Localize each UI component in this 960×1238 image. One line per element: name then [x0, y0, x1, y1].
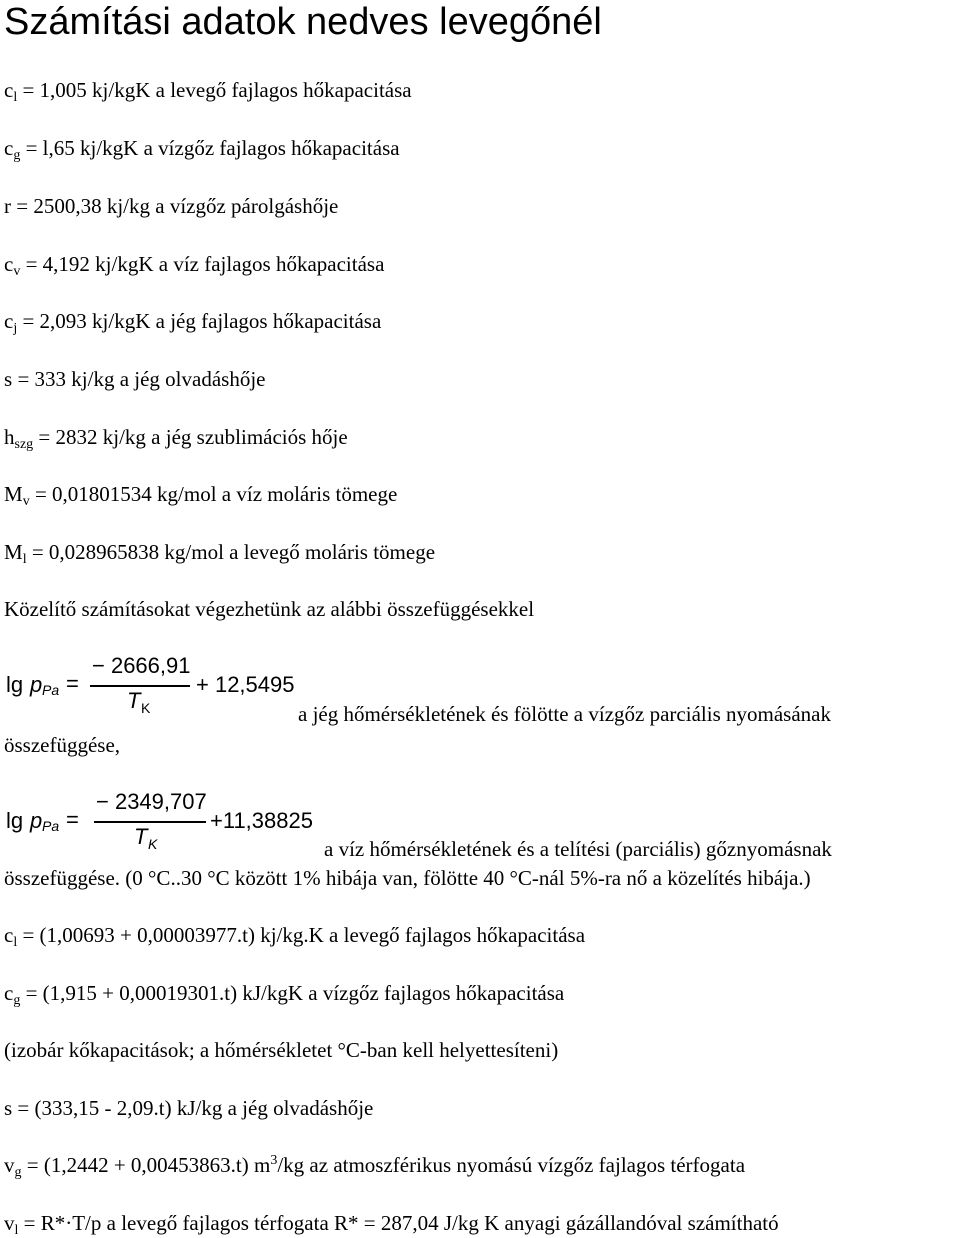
constant-line: $c_g = l,65$ kj/kgK a vízgőz fajlagos hőkapacitása [4, 136, 400, 163]
formula1-description-cont: összefüggése, [4, 733, 121, 757]
temp-dependent-line: $c_g = (1,915 + 0,00019301.t)$ kJ/kgK a vízgőz fajlagos hőkapacitása [4, 981, 565, 1008]
formula2-description: a víz hőmérsékletének és a telítési (parciális) gőznyomásnak [324, 837, 832, 861]
vl-line: $v_l = R*\cdot T/p$ a levegő fajlagos térfogata R* = 287,04 J/kg K anyagi gázállandóval számítható [4, 1211, 779, 1238]
constant-line: s = 333 kj/kg a jég olvadáshője [4, 367, 266, 391]
constant-line: $c_l = 1,005$ kj/kgK a levegő fajlagos hőkapacitása [4, 78, 412, 105]
formula1-description: a jég hőmérsékletének és fölötte a vízgőz parciális nyomásának [298, 702, 831, 726]
intro-text: Közelítő számításokat végezhetünk az alábbi összefüggésekkel [4, 597, 535, 621]
page-title: Számítási adatok nedves levegőnél [4, 1, 602, 43]
formula-water-vapor-pressure: lg p Pa = − 2349,707 T K +11,38825 [6, 789, 313, 852]
temp-dependent-line: $c_l = (1,00693 + 0,00003977.t)$ kj/kg.K a levegő fajlagos hőkapacitása [4, 923, 586, 950]
formula-ice-vapor-pressure: lg p Pa = − 2666,91 T K + 12,5495 [6, 653, 295, 716]
constant-line: $M_l = 0,028965838$ kg/mol a levegő moláris tömege [4, 540, 436, 567]
note-text: (izobár kőkapacitások; a hőmérsékletet °C-ban kell helyettesíteni) [4, 1038, 559, 1062]
s-line: s = (333,15 - 2,09.t) kJ/kg a jég olvadáshője [4, 1096, 374, 1120]
constant-line: $h_{szg} = 2832$ kj/kg a jég szublimációs hője [4, 425, 348, 452]
vg-line: $v_g = (1,2442 + 0,00453863.t)$ $m^3/kg$ az atmoszférikus nyomású vízgőz fajlagos térfogata [4, 1153, 746, 1180]
constant-line: r = 2500,38 kj/kg a vízgőz párolgáshője [4, 194, 339, 218]
constant-line: $c_v = 4,192$ kj/kgK a víz fajlagos hőkapacitása [4, 252, 385, 279]
formula2-description-cont: összefüggése. (0 °C..30 °C között 1% hibája van, fölötte 40 °C-nál 5%-ra nő a közelítés hibája.) [4, 866, 811, 890]
constant-line: $M_v = 0,01801534$ kg/mol a víz moláris tömege [4, 482, 398, 509]
constant-line: $c_j = 2,093$ kj/kgK a jég fajlagos hőkapacitása [4, 309, 382, 336]
